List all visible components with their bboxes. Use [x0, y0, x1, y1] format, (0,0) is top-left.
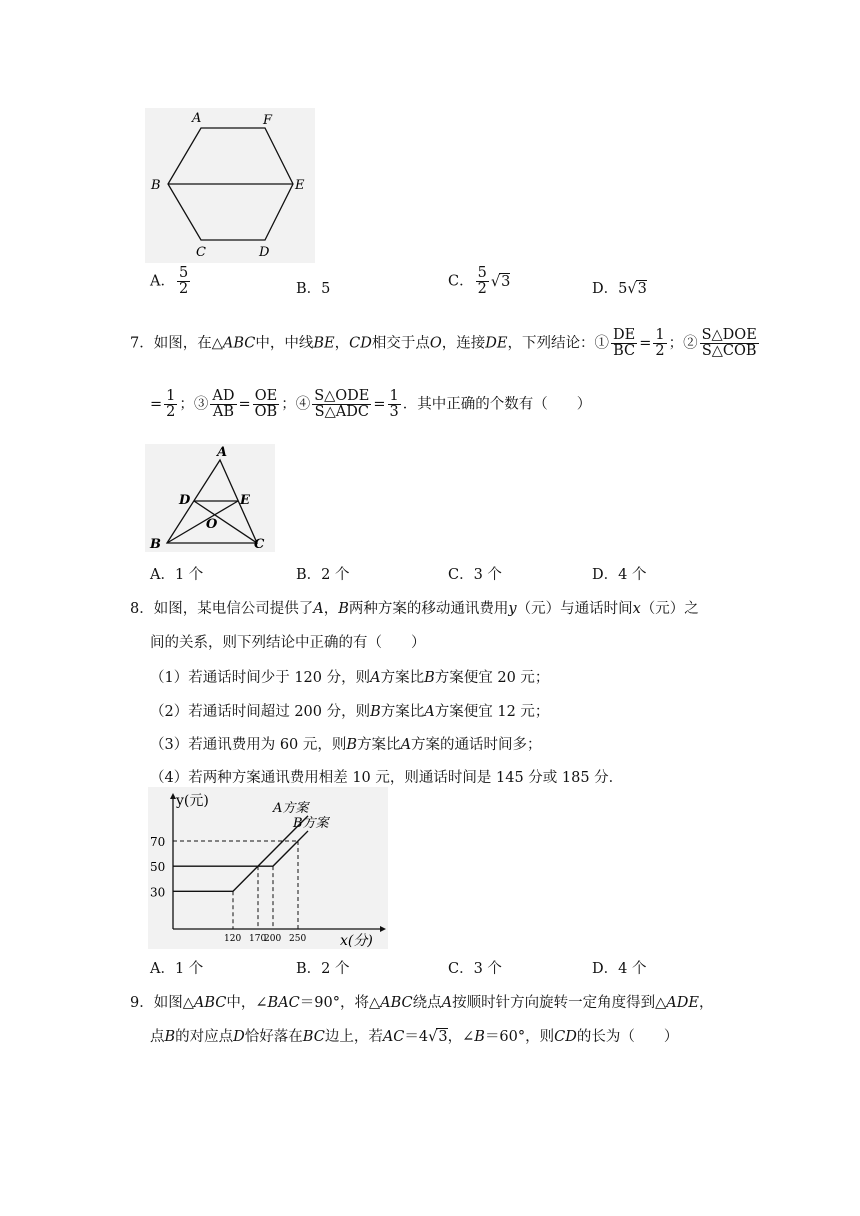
q6-option-a-fraction: $\frac{5}{2}$ — [178, 265, 189, 298]
tri-label-a: A — [217, 445, 228, 460]
tri-label-b: B — [150, 537, 161, 552]
q7-option-a[interactable]: A．1 个 — [150, 567, 204, 583]
q8-line-2: 间的关系，则下列结论中正确的有（ ） — [150, 635, 426, 651]
q6-option-b-value: 5 — [321, 281, 331, 297]
hex-label-a: A — [192, 111, 202, 126]
hex-label-f: F — [263, 113, 273, 128]
q8-option-d[interactable]: D．4 个 — [592, 961, 647, 977]
y-tick-label-70: 70 — [150, 835, 166, 849]
hex-label-c: C — [196, 245, 206, 260]
q8-option-b[interactable]: B．2 个 — [296, 961, 350, 977]
x-axis-label: x(分) — [340, 933, 373, 949]
hex-label-e: E — [295, 178, 305, 193]
q7-option-d[interactable]: D．4 个 — [592, 567, 647, 583]
q8-statement-1: （1）若通话时间少于 120 分，则A方案比B方案便宜 20 元； — [150, 670, 550, 686]
q8-statement-3: （3）若通讯费用为 60 元，则B方案比A方案的通话时间多； — [150, 737, 542, 753]
q9-line-1: 9．如图△ABC中，∠BAC＝90°，将△ABC绕点A按顺时针方向旋转一定角度得到△ADE， — [130, 995, 714, 1011]
y-tick-label-30: 30 — [150, 885, 166, 900]
q6-option-c-fraction: $\frac{5}{2}$ — [477, 265, 487, 298]
q9-radical: √3 — [428, 1029, 448, 1045]
tri-label-e: E — [240, 493, 250, 508]
hexagon-figure — [145, 108, 315, 263]
y-tick-label-50: 50 — [150, 860, 166, 875]
q7-line-2: = $\frac{1}{2}$ ；③ $\frac{AD}{AB}$ = $\frac{OE}{OB}$ ；④ $\frac{\text{S△ODE}}{\text{S△ADC}}$ = $\frac{1}{3}$ ．其中正确的个数有（ ） — [150, 388, 592, 421]
q6-option-c[interactable] — [448, 266, 510, 297]
q6-option-a-letter: A． — [150, 273, 175, 290]
tri-label-o: O — [206, 517, 218, 532]
x-tick-label-170: 170 — [249, 934, 267, 944]
hex-label-b: B — [151, 178, 161, 193]
q6-option-d[interactable] — [592, 277, 647, 298]
q6-option-d-letter: D． — [592, 281, 619, 297]
tri-label-d: D — [179, 493, 191, 508]
q7-fraction-de-bc: $\frac{DE}{BC}$ — [612, 327, 636, 360]
x-tick-label-250: 250 — [289, 934, 307, 944]
triangle-figure — [145, 444, 275, 552]
q6-option-b[interactable] — [296, 277, 330, 298]
q6-option-c-radical: √3 — [490, 273, 511, 290]
q8-option-a[interactable]: A．1 个 — [150, 961, 204, 977]
q9-line-2: 点B的对应点D恰好落在BC边上，若AC＝4√3，∠B＝60°，则CD的长为（ ） — [150, 1029, 679, 1045]
q8-statement-4: （4）若两种方案通讯费用相差 10 元，则通话时间是 145 分或 185 分． — [150, 770, 624, 786]
q7-fraction-ad-ab: $\frac{AD}{AB}$ — [212, 388, 235, 421]
hex-label-d: D — [259, 245, 270, 260]
q7-fraction-area-doe-cob: $\frac{\text{S△DOE}}{\text{S△COB}}$ — [701, 327, 757, 360]
q7-option-c[interactable]: C．3 个 — [448, 567, 502, 583]
q8-line-1: 8．如图，某电信公司提供了A，B两种方案的移动通讯费用y（元）与通话时间x（元）之 — [130, 601, 699, 617]
q7-fraction-half: $\frac{1}{2}$ — [655, 327, 665, 360]
q7-line-1: 7．如图，在△ABC中，中线BE，CD相交于点O，连接DE，下列结论：① $\frac{DE}{BC}$ = $\frac{1}{2}$ ；② $\frac{\text{S△DOE}}{\text{S△COB}}$ — [130, 327, 757, 360]
x-tick-label-120: 120 — [224, 934, 242, 944]
q7-fraction-oe-ob: $\frac{OE}{OB}$ — [254, 388, 278, 421]
q8-statement-2: （2）若通话时间超过 200 分，则B方案比A方案便宜 12 元； — [150, 704, 550, 720]
q7-fraction-area-ode-adc: $\frac{\text{S△ODE}}{\text{S△ADC}}$ — [314, 388, 370, 421]
q6-option-a[interactable] — [150, 266, 192, 297]
series-label-1: B方案 — [293, 815, 329, 831]
q7-option-b[interactable]: B．2 个 — [296, 567, 350, 583]
series-label-0: A方案 — [273, 800, 309, 816]
q8-option-c[interactable]: C．3 个 — [448, 961, 502, 977]
y-axis-label: y(元) — [176, 793, 209, 809]
x-tick-label-200: 200 — [264, 934, 282, 944]
q8-cost-chart — [148, 787, 388, 949]
q6-option-b-letter: B． — [296, 281, 322, 297]
q6-option-d-radical: √3 — [627, 281, 647, 297]
tri-label-c: C — [254, 537, 265, 552]
q6-option-c-letter: C． — [448, 273, 474, 290]
q6-option-d-coef: 5 — [618, 281, 628, 297]
q7-fraction-half-2: $\frac{1}{2}$ — [166, 388, 176, 421]
q7-fraction-third: $\frac{1}{3}$ — [389, 388, 399, 421]
